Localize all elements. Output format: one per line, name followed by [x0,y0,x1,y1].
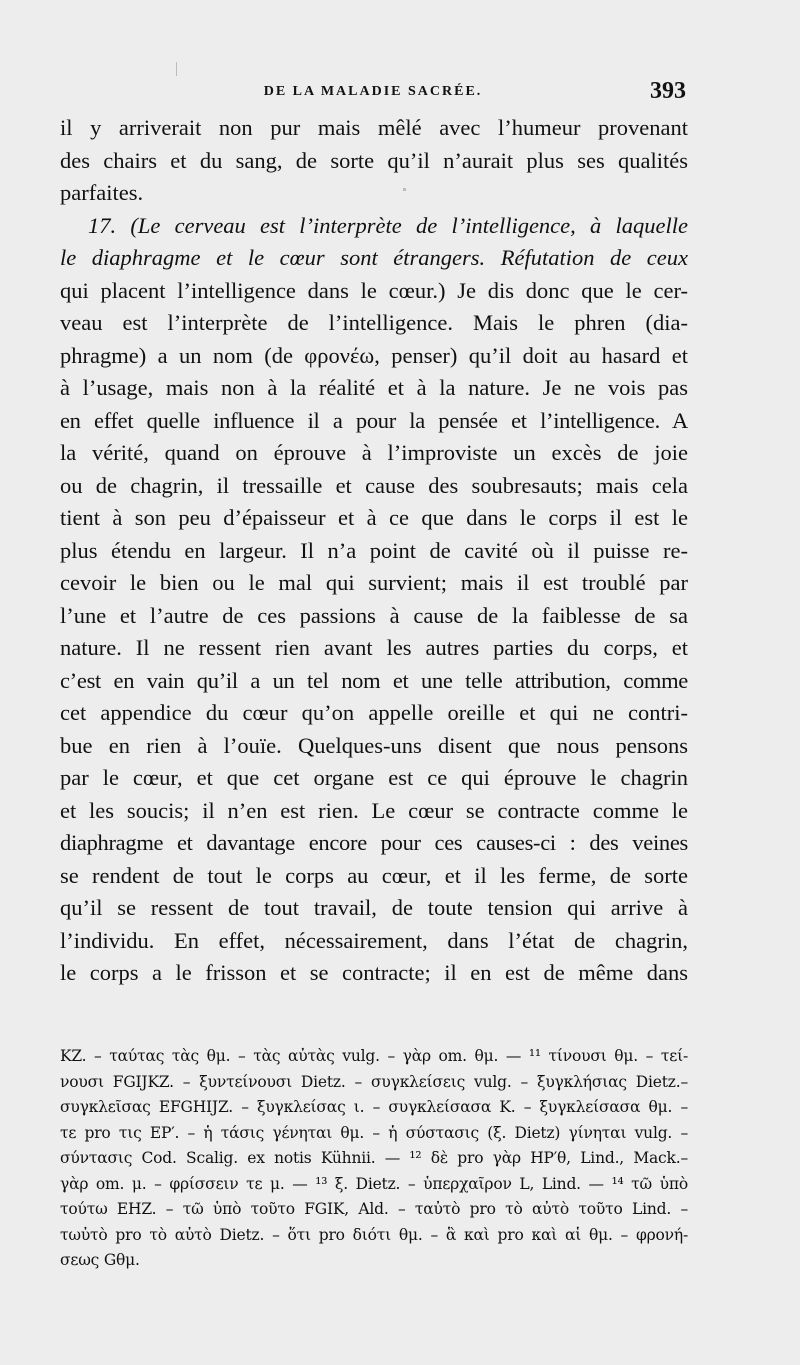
body-line: des chairs et du sang, de sorte qu’il n’aurait plus ses qualités [60,147,688,173]
body-line: l’individu. En effet, nécessairement, dans l’état de chagrin, [60,927,688,953]
body-line: bue en rien à l’ouïe. Quelques-uns disent que nous pensons [60,732,688,758]
section-heading-line: le diaphragme et le cœur sont étrangers. Réfutation de ceux [60,245,688,270]
footnote-line: τούτω EHZ. – τῶ ὑπὸ τοῦτο FGIK, Ald. – ταὐτὸ pro τὸ αὐτὸ τοῦτο Lind. – [60,1200,688,1218]
body-line: c’est en vain qu’il a un tel nom et une telle attribution, comme [60,667,688,693]
footnote-line: σύντασις Cod. Scalig. ex notis Kühnii. — ¹² δὲ pro γὰρ HP′θ, Lind., Mack.– [60,1149,688,1167]
footnotes [60,1044,688,1274]
footnote-line: σεως Gθμ. [60,1251,140,1269]
scan-mark [176,62,177,76]
body-line: cet appendice du cœur qu’on appelle oreille et qui ne contri- [60,700,688,725]
footnote-line: τωὐτὸ pro τὸ αὐτὸ Dietz. – ὅτι pro διότι θμ. – ἃ καὶ pro καὶ αἱ θμ. – φρονή- [60,1225,688,1244]
section-heading-line: 17. (Le cerveau est l’interprète de l’intelligence, à laquelle [88,212,688,238]
body-text [60,112,688,990]
body-line: à l’usage, mais non à la réalité et à la nature. Je ne vois pas [60,375,688,400]
body-line: diaphragme et davantage encore pour ces causes-ci : des veines [60,830,688,855]
body-line: veau est l’interprète de l’intelligence. Mais le phren (dia- [60,310,688,335]
footnote-line: συγκλεῖσας EFGHIJZ. – ξυγκλείσας ι. – συγκλείσασα K. – ξυγκλείσασα θμ. – [60,1098,688,1116]
body-line: se rendent de tout le corps au cœur, et il les ferme, de sorte [60,862,688,888]
body-line: ou de chagrin, il tressaille et cause des soubresauts; mais cela [60,472,688,498]
page-header [60,78,686,106]
running-head: DE LA MALADIE SACRÉE. [263,84,483,99]
body-line: plus étendu en largeur. Il n’a point de cavité où il puisse re- [60,537,688,563]
body-line: cevoir le bien ou le mal qui survient; mais il est troublé par [60,570,688,595]
body-line: qu’il se ressent de tout travail, de toute tension qui arrive à [60,895,688,920]
body-line: le corps a le frisson et se contracte; il en est de même dans [60,960,688,985]
footnote-line: γὰρ om. μ. – φρίσσειν τε μ. — ¹³ ξ. Dietz. – ὑπερχαῖρον L, Lind. — ¹⁴ τῶ ὑπὸ [60,1174,688,1193]
body-line: et les soucis; il n’en est rien. Le cœur se contracte comme le [60,797,688,823]
body-line: par le cœur, et que cet organe est ce qui éprouve le chagrin [60,765,688,790]
footnote-line: KZ. – ταύτας τὰς θμ. – τὰς αὐτὰς vulg. – γὰρ om. θμ. — ¹¹ τίνουσι θμ. – τεί- [60,1047,688,1065]
body-line: tient à son peu d’épaisseur et à ce que dans le corps il est le [60,505,688,530]
footnote-line: τε pro τις EP′. – ἡ τάσις γένηται θμ. – ἡ σύστασις (ξ. Dietz) γίνηται vulg. – [60,1123,688,1142]
body-line: en effet quelle influence il a pour la pensée et l’intelligence. A [60,407,688,433]
footnote-line: νουσι FGIJKZ. – ξυντείνουσι Dietz. – συγκλείσεις vulg. – ξυγκλήσιας Dietz.– [60,1072,688,1091]
body-line: nature. Il ne ressent rien avant les autres parties du corps, et [60,635,688,660]
body-line: parfaites. [60,180,144,205]
body-line: qui placent l’intelligence dans le cœur.) Je dis donc que le cer- [60,277,688,303]
page-number: 393 [650,78,686,104]
body-line: phragme) a un nom (de φρονέω, penser) qu’il doit au hasard et [60,342,688,368]
body-line: la vérité, quand on éprouve à l’improviste un excès de joie [60,440,688,465]
body-line: il y arriverait non pur mais mêlé avec l’humeur provenant [60,115,688,140]
body-line: l’une et l’autre de ces passions à cause de la faiblesse de sa [60,602,688,628]
